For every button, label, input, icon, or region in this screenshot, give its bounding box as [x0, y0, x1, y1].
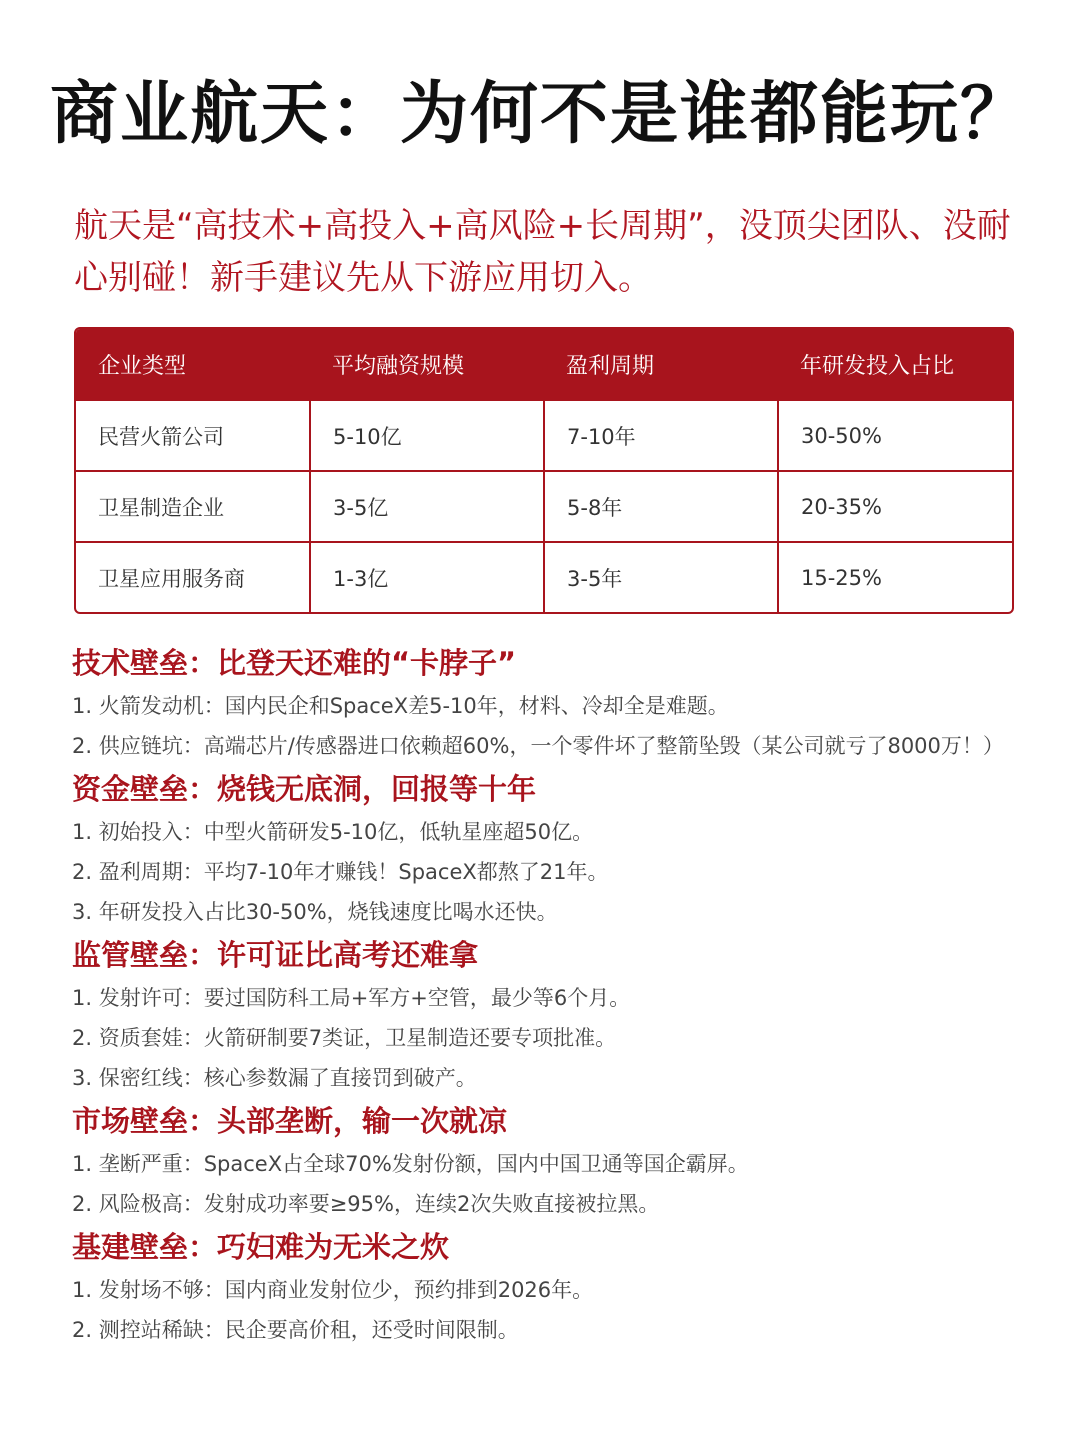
list-item: 2. 供应链坑：高端芯片/传感器进口依赖超60%，一个零件坏了整箭坠毁（某公司就亏了8000万！）: [72, 734, 1004, 758]
table-cell: 3-5年: [544, 542, 778, 612]
list-item: 2. 风险极高：发射成功率要≥95%，连续2次失败直接被拉黑。: [72, 1192, 660, 1216]
header-rd-ratio: 年研发投入占比: [778, 329, 1012, 400]
intro-text: 航天是“高技术+高投入+高风险+长周期”，没顶尖团队、没耐心别碰！新手建议先从下游应用切入。: [74, 206, 1011, 298]
list-item: 1. 火箭发动机：国内民企和SpaceX差5-10年，材料、冷却全是难题。: [72, 694, 729, 718]
section-heading: 监管壁垒：许可证比高考还难拿: [72, 938, 479, 972]
table-cell: 3-5亿: [310, 471, 544, 542]
comparison-table: [74, 327, 1014, 614]
section-regulatory-barrier: [72, 932, 1022, 1098]
header-avg-funding: 平均融资规模: [310, 329, 544, 400]
section-heading: 市场壁垒：头部垄断，输一次就凉: [72, 1104, 508, 1138]
list-item: 2. 盈利周期：平均7-10年才赚钱！SpaceX都熬了21年。: [72, 860, 609, 884]
table-cell: 30-50%: [778, 400, 1012, 471]
table-row: [76, 471, 1012, 542]
list-item: 1. 垄断严重：SpaceX占全球70%发射份额，国内中国卫通等国企霸屏。: [72, 1152, 749, 1176]
list-item: 1. 发射许可：要过国防科工局+军方+空管，最少等6个月。: [72, 986, 631, 1010]
page-title: 商业航天：为何不是谁都能玩？: [49, 75, 1030, 154]
section-infrastructure-barrier: [72, 1224, 1022, 1350]
barrier-sections: [72, 640, 1022, 1350]
list-item: 2. 资质套娃：火箭研制要7类证，卫星制造还要专项批准。: [72, 1026, 617, 1050]
list-item: 1. 发射场不够：国内商业发射位少，预约排到2026年。: [72, 1278, 594, 1302]
table-header-row: [76, 329, 1012, 400]
table-cell: 卫星制造企业: [76, 471, 310, 542]
table-cell: 1-3亿: [310, 542, 544, 612]
table-cell: 卫星应用服务商: [76, 542, 310, 612]
section-heading: 基建壁垒：巧妇难为无米之炊: [72, 1230, 450, 1264]
table-cell: 20-35%: [778, 471, 1012, 542]
table-cell: 7-10年: [544, 400, 778, 471]
header-profit-cycle: 盈利周期: [544, 329, 778, 400]
section-funding-barrier: [72, 766, 1022, 932]
table-cell: 民营火箭公司: [76, 400, 310, 471]
list-item: 3. 年研发投入占比30-50%，烧钱速度比喝水还快。: [72, 900, 558, 924]
section-market-barrier: [72, 1098, 1022, 1224]
list-item: 2. 测控站稀缺：民企要高价租，还受时间限制。: [72, 1318, 519, 1342]
list-item: 1. 初始投入：中型火箭研发5-10亿，低轨星座超50亿。: [72, 820, 594, 844]
table-cell: 15-25%: [778, 542, 1012, 612]
section-tech-barrier: [72, 640, 1022, 766]
list-item: 3. 保密红线：核心参数漏了直接罚到破产。: [72, 1066, 477, 1090]
table-cell: 5-10亿: [310, 400, 544, 471]
table-cell: 5-8年: [544, 471, 778, 542]
header-company-type: 企业类型: [76, 329, 310, 400]
section-heading: 技术壁垒：比登天还难的“卡脖子”: [72, 646, 517, 680]
section-heading: 资金壁垒：烧钱无底洞，回报等十年: [72, 772, 537, 806]
table-row: [76, 400, 1012, 471]
table-row: [76, 542, 1012, 612]
